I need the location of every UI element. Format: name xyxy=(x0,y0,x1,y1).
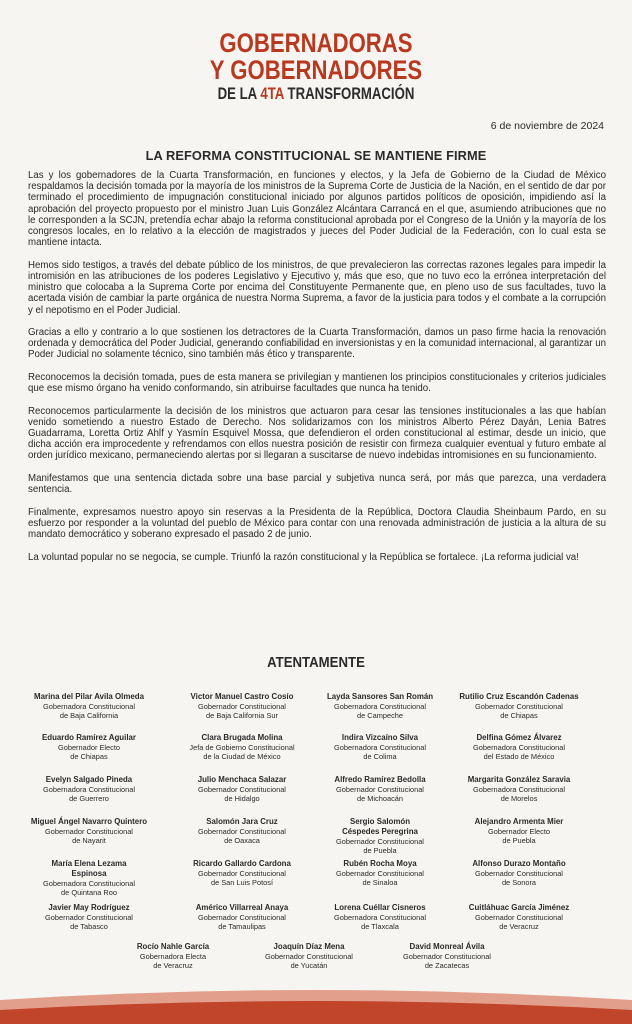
signatory xyxy=(234,942,384,970)
signatory xyxy=(14,903,164,931)
logo xyxy=(0,30,632,104)
signatory-state: de Tlaxcala xyxy=(361,922,399,931)
signatory xyxy=(14,817,164,845)
signatory-state: de Hidalgo xyxy=(224,794,260,803)
signatory-state: de Tamaulipas xyxy=(218,922,266,931)
signatory-state: de Sinaloa xyxy=(362,878,398,887)
signatory-state: de Tabasco xyxy=(70,922,108,931)
signatory xyxy=(305,775,455,803)
signatory-state: de Veracruz xyxy=(153,961,193,970)
signatory-role: Gobernador Constitucional xyxy=(198,827,286,836)
signatory-state: de Chiapas xyxy=(70,752,108,761)
closing-heading: ATENTAMENTE xyxy=(267,654,365,671)
signatory xyxy=(14,692,164,720)
signatory-state: de Yucatán xyxy=(290,961,328,970)
signatory-role: Gobernador Constitucional xyxy=(475,913,563,922)
signatory-state: de Michoacán xyxy=(356,794,403,803)
signatory xyxy=(305,903,455,931)
signatory-state: de Sonora xyxy=(501,878,537,887)
signatory-name: Lorena Cuéllar Cisneros xyxy=(334,903,426,912)
signatory-state: de Guerrero xyxy=(69,794,109,803)
signatory-state: de Baja California xyxy=(59,711,119,720)
signatory-name: Javier May Rodríguez xyxy=(48,903,130,912)
signatory-name: Evelyn Salgado Pineda xyxy=(45,775,133,784)
signatory-role: Gobernador Electo xyxy=(57,743,121,752)
signatory-state: de Baja California Sur xyxy=(206,711,278,720)
logo-line-3-suffix: TRANSFORMACIÓN xyxy=(283,85,415,103)
signatory xyxy=(305,692,455,720)
signatory xyxy=(444,903,594,931)
signatory-role: Gobernador Constitucional xyxy=(336,785,424,794)
signatory xyxy=(14,859,164,897)
signatory-name: David Monreal Ávila xyxy=(409,942,485,951)
logo-line-3 xyxy=(63,84,569,104)
signatory xyxy=(444,775,594,803)
signatory xyxy=(305,859,455,887)
paragraph: Las y los gobernadores de la Cuarta Transformación, en funciones y electos, y la Jefa de Gobierno de la Ciudad de México respaldamos la decisión tomada por la mayoría de los ministros de la Suprema Corte de Justicia de la Nación, en el sentido de dar por terminado el procedimiento de impugnación constitucional iniciado por algunos partidos políticos de oposición, impidiendo así la aprobación del proyecto propuesto por el ministro Juan Luis González Alcántara Carrancá en el que, asumiendo atribuciones que no le corresponden a la SCJN, pretendía echar abajo la reforma constitucional aprobada por el Congreso de la Unión y la mayoría de los congresos locales, en lo relativo a la elección de magistrados y jueces del Poder Judicial de la Federación, con lo cual esta se mantiene intacta. xyxy=(28,170,606,249)
signatory-role: Gobernadora Constitucional xyxy=(472,743,566,752)
signatory xyxy=(14,775,164,803)
signatory xyxy=(444,733,594,761)
signatory-name: Joaquín Díaz Mena xyxy=(273,942,345,951)
signatory-state: de Morelos xyxy=(500,794,538,803)
signatory-state: de Nayarit xyxy=(72,836,106,845)
logo-line-3-prefix: DE LA xyxy=(217,85,261,103)
document-title: LA REFORMA CONSTITUCIONAL SE MANTIENE FIRME xyxy=(145,148,487,163)
signatory-state: del Estado de México xyxy=(483,752,555,761)
signatory-name: Julio Menchaca Salazar xyxy=(197,775,287,784)
signatory-role: Jefa de Gobierno Constitucional xyxy=(189,743,295,752)
paragraph: Reconocemos particularmente la decisión de los ministros que actuaron para cesar las tensiones institucionales a las que habían venido sometiendo a nuestro Estado de Derecho. Nos solidarizamos con los ministros Alberto Pérez Dayán, Lenia Batres Guadarrama, Loretta Ortiz Ahlf y Yasmín Esquivel Mossa, que defendieron el orden constitucional al estimar, desde un inicio, que dicha acción era improcedente y refrendamos con ellos nuestra posición de resistir con firmeza cualquier eventual y futuro embate al orden jurídico mexicano, permaneciendo alertas por si llegaran a suscitarse de nuevo indebidas intromisiones en su funcionamiento. xyxy=(28,405,606,462)
signatory xyxy=(167,859,317,887)
document-body xyxy=(28,170,606,574)
logo-line-3-highlight: 4TA xyxy=(260,85,284,103)
signatory-state: de Campeche xyxy=(356,711,403,720)
signatory xyxy=(444,817,594,845)
signatory xyxy=(167,817,317,845)
signatory-role: Gobernador Constitucional xyxy=(403,952,491,961)
signatory-name: Miguel Ángel Navarro Quintero xyxy=(30,817,148,826)
signatory-name: Indira Vizcaíno Silva xyxy=(341,733,419,742)
signatory-role: Gobernador Constitucional xyxy=(45,913,133,922)
signatory-role: Gobernador Electo xyxy=(487,827,551,836)
signatory xyxy=(98,942,248,970)
signatory-role: Gobernador Constitucional xyxy=(198,913,286,922)
decorative-footer-band xyxy=(0,974,632,1024)
signatory-role: Gobernador Constitucional xyxy=(336,837,424,846)
paragraph: Reconocemos la decisión tomada, pues de esta manera se privilegian y mantienen los principios constitucionales y criterios judiciales que ese mismo órgano ha venido conformando, sin atribuirse facultades que nunca ha tenido. xyxy=(28,371,606,395)
signatory-name: Clara Brugada Molina xyxy=(201,733,283,742)
signatory-name: Alfredo Ramírez Bedolla xyxy=(334,775,426,784)
signatory-name: Alfonso Durazo Montaño xyxy=(472,859,566,868)
signatory-state: de San Luis Potosí xyxy=(210,878,274,887)
signatory-role: Gobernadora Electa xyxy=(139,952,207,961)
signatory-name: Sergio Salomón Céspedes Peregrina xyxy=(342,817,418,836)
paragraph: Hemos sido testigos, a través del debate público de los ministros, de que prevalecieron las correctas razones legales para impedir la intromisión en las atribuciones de los poderes Legislativo y Ejecutivo y, más que eso, que no tuvo eco la errónea interpretación del ministro que colocaba a la Suprema Corte por encima del Constituyente Permanente que, en pleno uso de sus facultades, tuvo la acertada visión de cambiar la parte orgánica de nuestra Norma Suprema, a favor de la justicia para todos y el combate a la corrupción y el nepotismo en el Poder Judicial. xyxy=(28,259,606,316)
signatory xyxy=(167,692,317,720)
paragraph: Manifestamos que una sentencia dictada sobre una base parcial y subjetiva nunca será, por más que parezca, una verdadera sentencia. xyxy=(28,472,606,496)
signatory-role: Gobernador Constitucional xyxy=(198,785,286,794)
signatory-role: Gobernador Constitucional xyxy=(45,827,133,836)
signatory-role: Gobernadora Constitucional xyxy=(42,785,136,794)
signatory-role: Gobernadora Constitucional xyxy=(333,913,427,922)
paragraph: La voluntad popular no se negocia, se cumple. Triunfó la razón constitucional y la República se fortalece. ¡La reforma judicial va! xyxy=(28,551,579,563)
signatory-state: de Puebla xyxy=(363,846,397,855)
signatory-name: Rubén Rocha Moya xyxy=(343,859,417,868)
paragraph: Gracias a ello y contrario a lo que sostienen los detractores de la Cuarta Transformación, damos un paso firme hacia la renovación ordenada y democrática del Poder Judicial, generando confiabilidad en inversionistas y en la comunidad internacional, al garantizar un Poder Judicial no solamente técnico, sino también más ético y transparente. xyxy=(28,327,606,361)
signatory-state: de la Ciudad de México xyxy=(203,752,281,761)
signatory-state: de Puebla xyxy=(502,836,536,845)
logo-line-2: Y GOBERNADORES xyxy=(209,55,423,85)
signatory-role: Gobernador Constitucional xyxy=(475,702,563,711)
signatory-name: Alejandro Armenta Mier xyxy=(474,817,564,826)
signatory-name: María Elena Lezama Espinosa xyxy=(51,859,127,878)
signatory-state: de Zacatecas xyxy=(424,961,470,970)
signatory-state: de Colima xyxy=(363,752,397,761)
signatory-name: Marina del Pilar Avila Olmeda xyxy=(34,692,144,701)
signatory xyxy=(305,733,455,761)
signatory-role: Gobernadora Constitucional xyxy=(472,785,566,794)
signatory-name: Salomón Jara Cruz xyxy=(206,817,278,826)
signatory xyxy=(444,692,594,720)
signatory-name: Américo Villarreal Anaya xyxy=(195,903,289,912)
document-date: 6 de noviembre de 2024 xyxy=(490,120,604,132)
signatory-name: Rutilio Cruz Escandón Cadenas xyxy=(459,692,579,701)
signatory-state: de Veracruz xyxy=(499,922,539,931)
signatory-role: Gobernador Constitucional xyxy=(198,702,286,711)
signatory-role: Gobernadora Constitucional xyxy=(333,702,427,711)
logo-line-1: GOBERNADORAS xyxy=(219,28,413,58)
signatory xyxy=(372,942,522,970)
signatory xyxy=(167,903,317,931)
paragraph: Finalmente, expresamos nuestro apoyo sin reservas a la Presidenta de la República, Doctora Claudia Sheinbaum Pardo, en su esfuerzo por responder a la voluntad del pueblo de México para contar con una renovada administración de justicia a la altura de su mandato democrático y soberano expresado el pasado 2 de junio. xyxy=(28,506,606,541)
signatory-role: Gobernadora Constitucional xyxy=(42,702,136,711)
signatory-name: Victor Manuel Castro Cosío xyxy=(190,692,294,701)
signatory-role: Gobernador Constitucional xyxy=(336,869,424,878)
signatory-name: Eduardo Ramírez Aguilar xyxy=(42,733,136,742)
signatory-role: Gobernador Constitucional xyxy=(198,869,286,878)
signatory xyxy=(167,733,317,761)
signatory-state: de Oaxaca xyxy=(224,836,260,845)
signatory-state: de Chiapas xyxy=(500,711,538,720)
signatory-name: Rocío Nahle García xyxy=(136,942,210,951)
signatory xyxy=(305,817,455,855)
signatory xyxy=(444,859,594,887)
signatory-state: de Quintana Roo xyxy=(61,888,117,897)
signatory-role: Gobernadora Constitucional xyxy=(42,879,136,888)
signatory-role: Gobernador Constitucional xyxy=(265,952,353,961)
signatory-role: Gobernador Constitucional xyxy=(475,869,563,878)
signatory-name: Delfina Gómez Álvarez xyxy=(476,733,562,742)
signatory-role: Gobernadora Constitucional xyxy=(333,743,427,752)
signatory-name: Ricardo Gallardo Cardona xyxy=(193,859,291,868)
signatory xyxy=(14,733,164,761)
signatory xyxy=(167,775,317,803)
signatory-name: Layda Sansores San Román xyxy=(326,692,434,701)
signatory-name: Cuitláhuac García Jiménez xyxy=(468,903,570,912)
signatory-name: Margarita González Saravia xyxy=(467,775,571,784)
